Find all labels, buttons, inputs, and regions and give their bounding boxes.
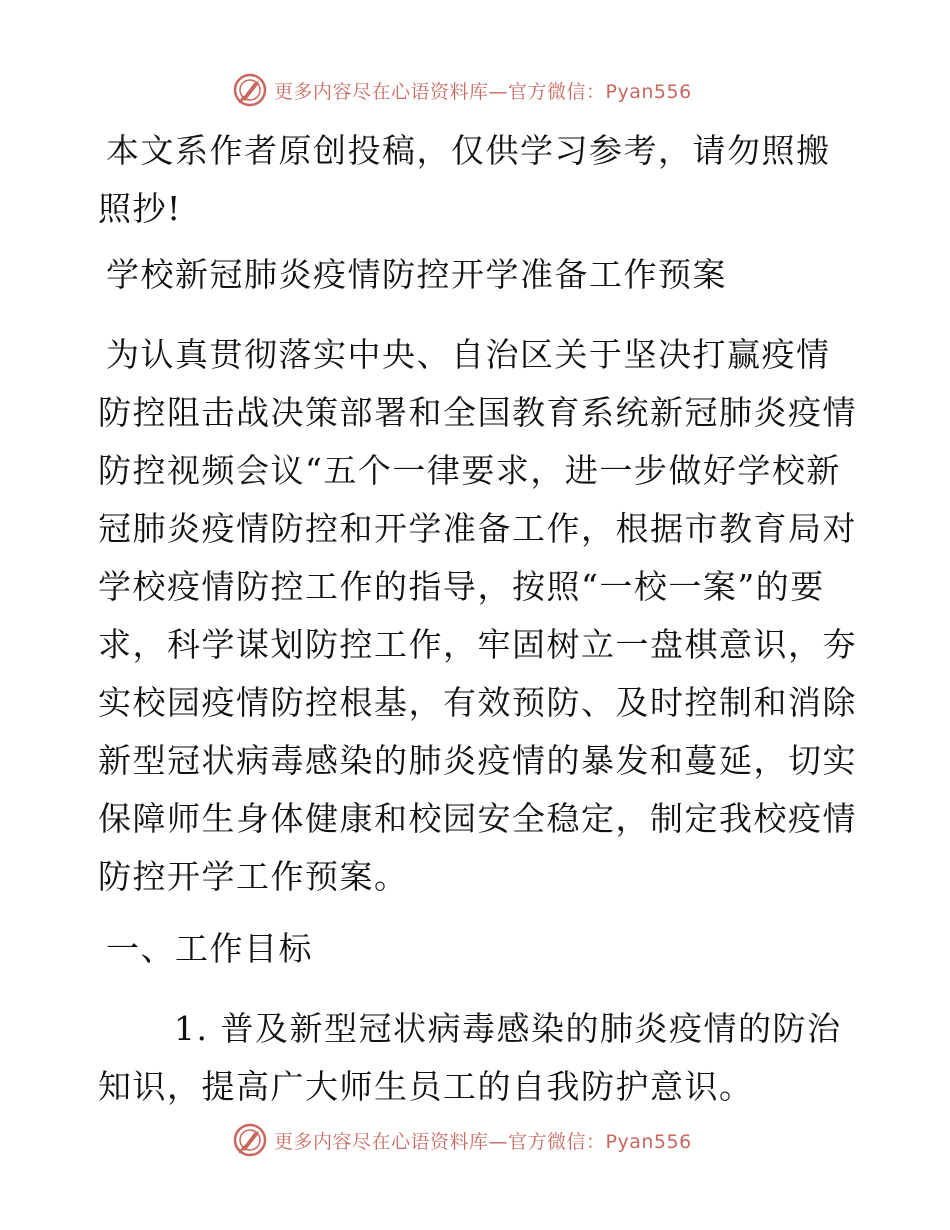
section-heading: 一、工作目标 <box>106 929 313 968</box>
pen-nib-logo-icon <box>232 1122 268 1158</box>
document-title: 学校新冠肺炎疫情防控开学准备工作预案 <box>106 255 727 294</box>
footer-watermark <box>232 1120 692 1160</box>
intro-notice: 本文系作者原创投稿，仅供学习参考，请勿照搬照抄! <box>98 131 831 228</box>
body-paragraph: 为认真贯彻落实中央、自治区关于坚决打赢疫情防控阻击战决策部署和全国教育系统新冠肺炎疫情防控视频会议“五个一律要求，进一步做好学校新冠肺炎疫情防控和开学准备工作，根据市教育局对学校疫情防控工作的指导，按照“一校一案”的要求，科学谋划防控工作，牢固树立一盘棋意识，夯实校园疫情防控根基，有效预防、及时控制和消除新型冠状病毒感染的肺炎疫情的暴发和蔓延，切实保障师生身体健康和校园安全稳定，制定我校疫情防控开学工作预案。 <box>98 335 857 896</box>
pen-nib-logo-icon <box>232 72 268 108</box>
list-item: 1. 普及新型冠状病毒感染的肺炎疫情的防治知识，提高广大师生员工的自我防护意识。 <box>98 1009 842 1106</box>
header-brand-text: 更多内容尽在心语资料库—官方微信：Pyan556 <box>274 80 692 103</box>
footer-brand-text: 更多内容尽在心语资料库—官方微信：Pyan556 <box>274 1130 692 1153</box>
header-watermark <box>232 70 692 110</box>
